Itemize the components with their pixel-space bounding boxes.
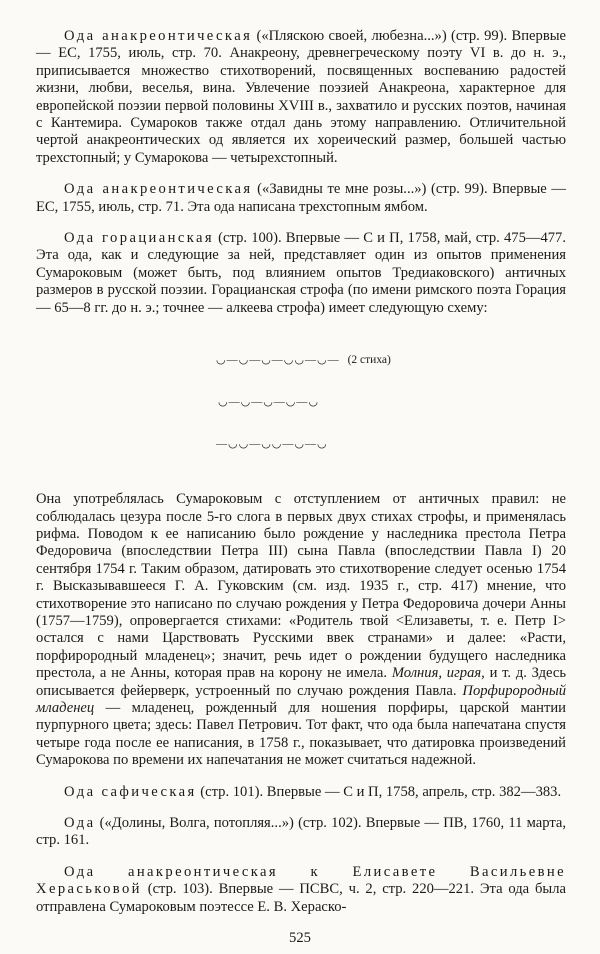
entry-text: («Завидны те мне розы...») (стр. 99). Впервые — ЕС, 1755, июль, стр. 71. Эта ода написана трехстопным ямбом. (36, 181, 566, 215)
entry-text: (стр. 101). Впервые — С и П, 1758, апрель, стр. 382—383. (196, 783, 562, 800)
entry-oda-goratsianskaya (36, 230, 566, 317)
entry-text: («Пляскою своей, любезна...») (стр. 99). Впервые — ЕС, 1755, июль, стр. 70. Анакреону, древнегреческому поэту VI в. до н. э., приписывается множество стихотворений, посвященных воспеванию радостей жизни, любви, веселья, вина. Увлечение поэзией Анакреона, характерное для европейской поэзии первой половины XVIII в., захватило и русских поэтов, начиная с Кантемира. Сумароков также отдал дань этому направлению. Отличительной чертой анакреонтических од является их хореический размер, большей частью трехстопный; у Сумарокова — четырехстопный. (36, 28, 566, 166)
entry-title: Ода сафическая (64, 783, 197, 800)
entry-title: Ода анакреонтическая (64, 181, 253, 198)
italic-quote: Порфирородный младенец (36, 682, 566, 716)
entry-oda-saficheskaya (36, 784, 566, 801)
entry-title: Ода горацианская (64, 230, 214, 247)
entry-oda-kheraskovoy (36, 864, 566, 916)
entry-text: («Долины, Волга, потопляя...») (стр. 102). Впервые — ПВ, 1760, 11 марта, стр. 161. (36, 815, 566, 849)
entry-oda-doliny (36, 815, 566, 850)
entry-text: (стр. 100). Впервые — С и П, 1758, май, стр. 475—477. Эта ода, как и следующие за ней, представляет один из опытов применения Сумароковым (может быть, под влиянием опытов Тредиаковского) античных размеров в русской поэзии. Горацианская строфа (по имени римского поэта Горация — 65—8 гг. до н. э.; точнее — алкеева строфа) имеет следующую схему: (36, 230, 566, 316)
entry-text: (стр. 103). Впервые — ПСВС, ч. 2, стр. 220—221. Эта ода была отправлена Сумароковым поэтессе Е. В. Хераско- (36, 881, 566, 915)
entry-title: Ода анакреонтическая к Елисавете Васильевне Хераськовой (36, 863, 566, 898)
entry-title: Ода (64, 815, 96, 831)
scheme-line-2: ◡—◡—◡—◡—◡ (218, 396, 319, 409)
italic-quote: Молния, играя, (391, 665, 485, 682)
continuation-paragraph: Она употреблялась Сумароковым с отступлением от античных правил: не соблюдалась цезура после 5-го слога в первых двух стихах строфы, и применялась рифма. Поводом к ее написанию было рождение у наследника престола Петра Федоровича (впоследствии Петра III) сына Павла (впоследствии Павла I) 20 сентября 1754 г. Таким образом, датировать это стихотворение следует осенью 1754 г. Высказывавшееся Г. А. Гуковским (см. изд. 1935 г., стр. 417) мнение, что стихотворение это написано по случаю рождения у Петра Федоровича дочери Анны (1757—1759), опровергается стихами: «Родитель твой <Елизаветы, т. е. Петр I> остался с нами Царствовать Русскими ввек странами» и далее: «Расти, порфирородный младенец»; значит, речь идет о рождении будущего наследника престола, а не Анны, которая прав на корону не имела. Молния, играя, и т. д. Здесь описывается фейерверк, устроенный по случаю рождения Павла. Порфирородный младенец — младенец, рожденный для ношения порфиры, царской мантии пурпурного цвета; здесь: Павел Петрович. Тот факт, что ода была напечатана спустя четыре года после ее написания, в 1758 г., показывает, что датировка произведений Сумарокова по времени их напечатания не может считаться надежной. (36, 491, 566, 769)
page-number: 525 (289, 930, 311, 946)
entry-title: Ода анакреонтическая (64, 28, 253, 44)
scheme-line-1: ◡—◡—◡—◡◡—◡— (2 стиха) (216, 354, 391, 367)
entry-oda-anakreonticheskaya-2 (36, 181, 566, 216)
scheme-note: (2 стиха) (347, 354, 391, 367)
meter-scheme (216, 325, 566, 479)
commentary-text (36, 28, 566, 930)
entry-oda-anakreonticheskaya-1 (36, 28, 566, 167)
scheme-line-3: —◡◡—◡◡—◡—◡ (216, 438, 328, 451)
